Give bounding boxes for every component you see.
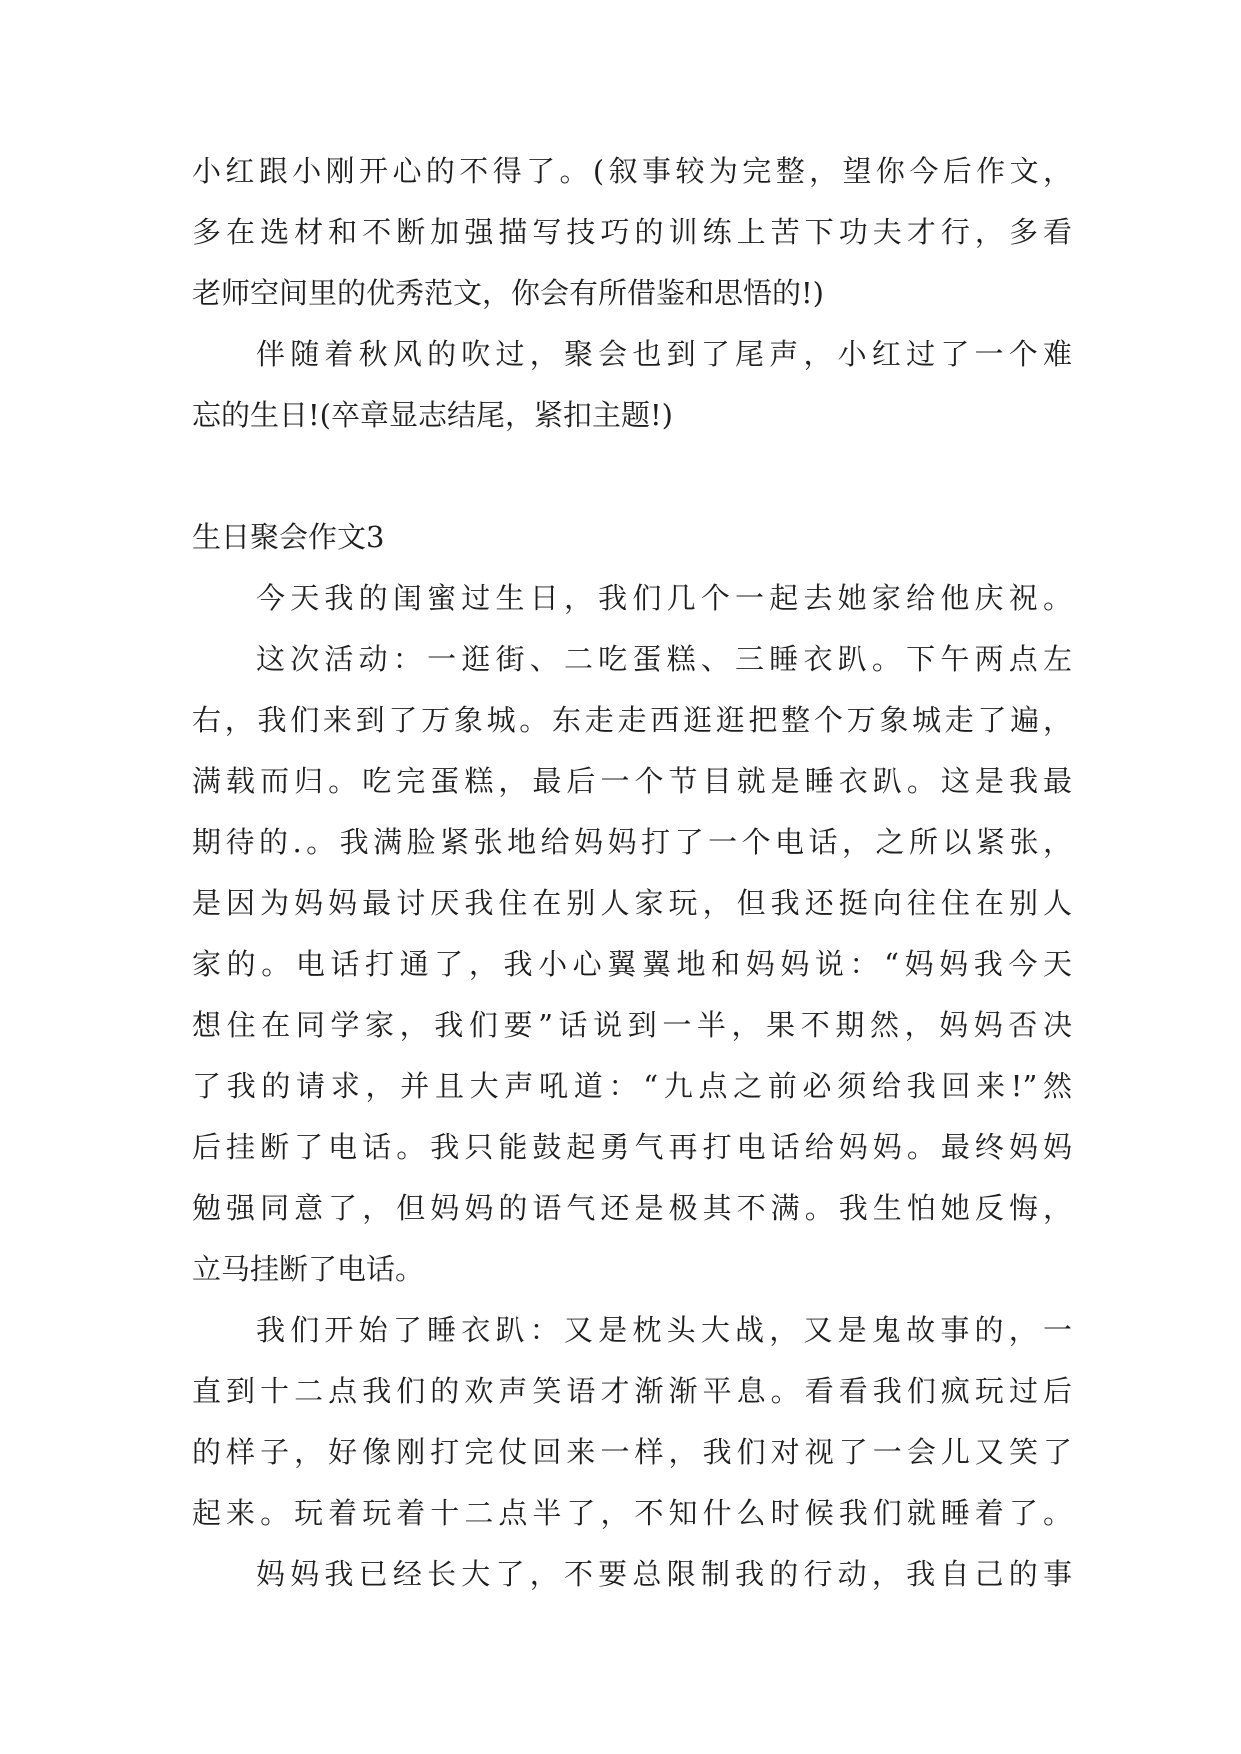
paragraph-line: 想住在同学家，我们要”话说到一半，果不期然，妈妈否决 [192,1008,1072,1042]
paragraph-line: 忘的生日!(卒章显志结尾，紧扣主题!) [192,398,673,432]
paragraph-line: 期待的.。我满脸紧张地给妈妈打了一个电话，之所以紧张， [192,825,1072,859]
paragraph-line: 后挂断了电话。我只能鼓起勇气再打电话给妈妈。最终妈妈 [192,1130,1072,1164]
paragraph-line: 小红跟小刚开心的不得了。(叙事较为完整，望你今后作文， [192,154,1072,188]
paragraph-line: 老师空间里的优秀范文，你会有所借鉴和思悟的!) [192,276,824,310]
paragraph-line: 右，我们来到了万象城。东走走西逛逛把整个万象城走了遍， [192,703,1072,737]
paragraph-line: 我们开始了睡衣趴：又是枕头大战，又是鬼故事的，一 [256,1313,1072,1347]
paragraph-line: 家的。电话打通了，我小心翼翼地和妈妈说：“妈妈我今天 [192,947,1072,981]
paragraph-line: 勉强同意了，但妈妈的语气还是极其不满。我生怕她反悔， [192,1191,1072,1225]
paragraph-line: 了我的请求，并且大声吼道：“九点之前必须给我回来!”然 [192,1069,1072,1103]
paragraph-line: 今天我的闺蜜过生日，我们几个一起去她家给他庆祝。 [256,581,1072,615]
paragraph-line: 妈妈我已经长大了，不要总限制我的行动，我自己的事 [256,1557,1072,1591]
paragraph-line: 满载而归。吃完蛋糕，最后一个节目就是睡衣趴。这是我最 [192,764,1072,798]
paragraph-line: 直到十二点我们的欢声笑语才渐渐平息。看看我们疯玩过后 [192,1374,1072,1408]
paragraph-line: 起来。玩着玩着十二点半了，不知什么时候我们就睡着了。 [192,1496,1072,1530]
paragraph-line: 多在选材和不断加强描写技巧的训练上苦下功夫才行，多看 [192,215,1072,249]
paragraph-line: 伴随着秋风的吹过，聚会也到了尾声，小红过了一个难 [256,337,1072,371]
paragraph-line: 这次活动：一逛街、二吃蛋糕、三睡衣趴。下午两点左 [256,642,1072,676]
paragraph-line: 是因为妈妈最讨厌我住在别人家玩，但我还挺向往住在别人 [192,886,1072,920]
paragraph-line: 立马挂断了电话。 [192,1252,425,1286]
paragraph-line: 的样子，好像刚打完仗回来一样，我们对视了一会儿又笑了 [192,1435,1072,1469]
section-heading: 生日聚会作文3 [192,520,385,554]
